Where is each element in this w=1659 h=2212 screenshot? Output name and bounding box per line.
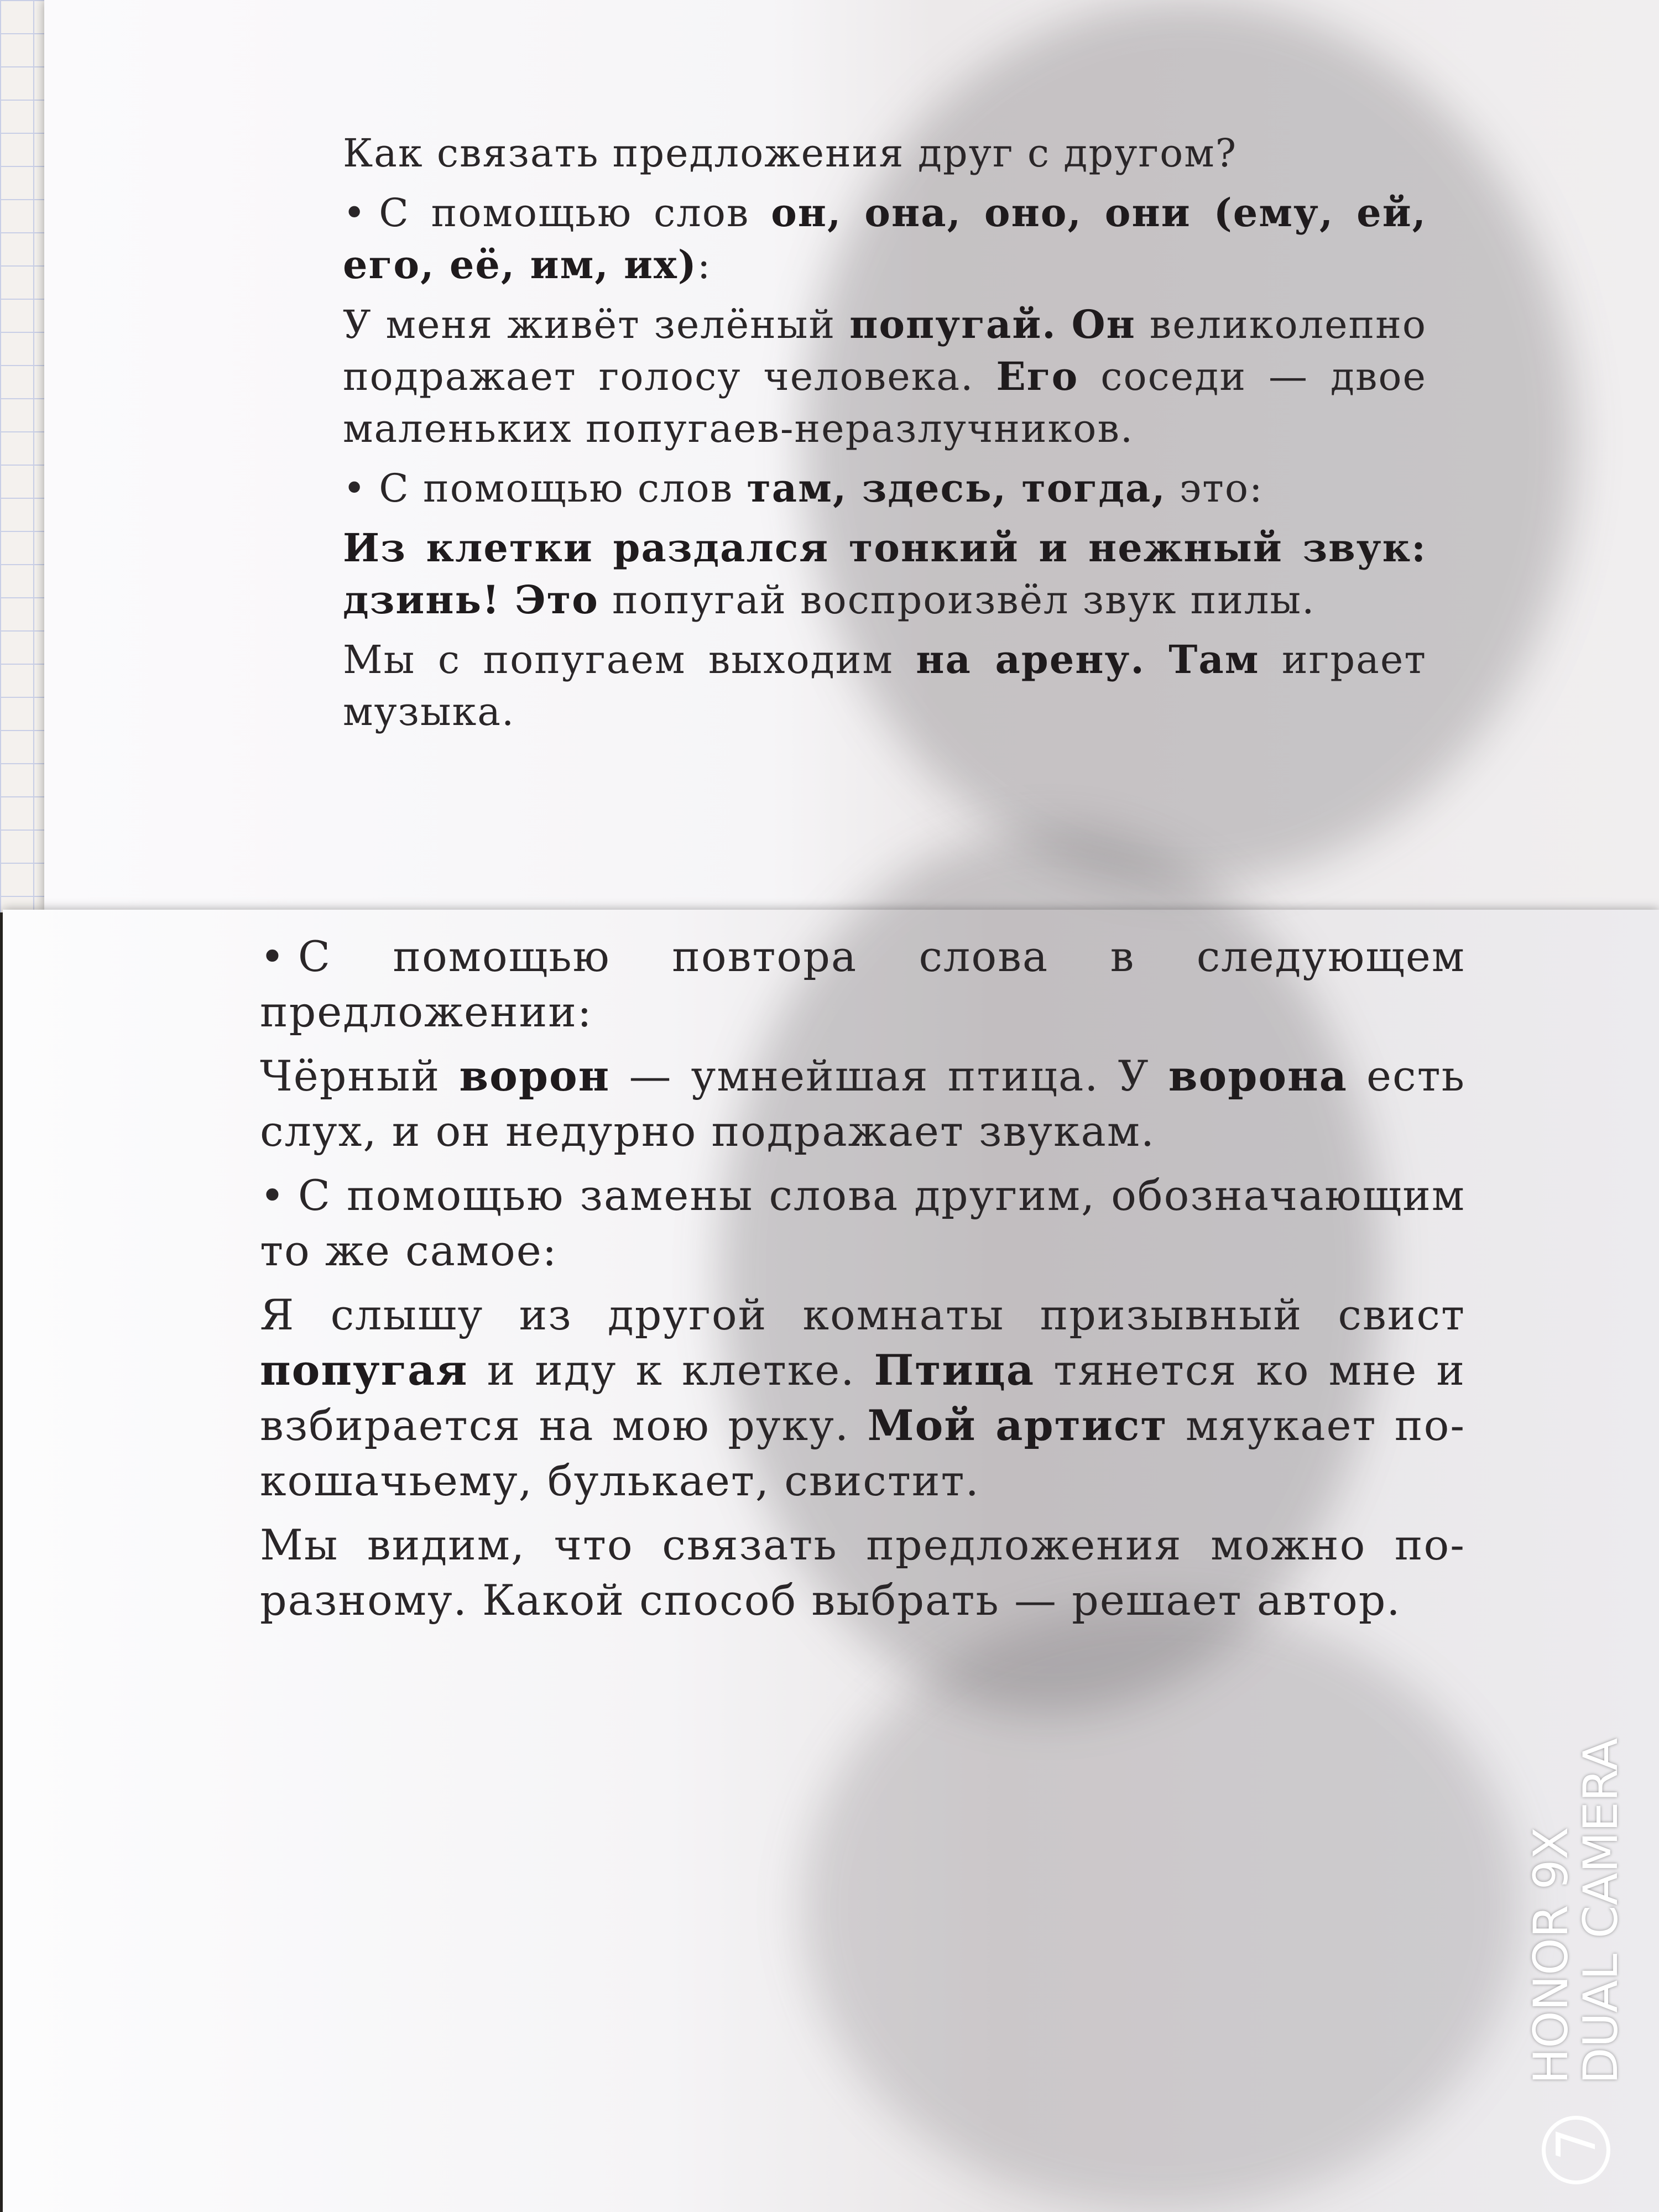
bullet-icon: • [260,1171,286,1220]
paragraph-example-arena: Мы с попугаем выходим на арену. Там играет музыка. [343,637,1427,734]
paragraph-bullet-adverbs: • С помощью слов там, здесь, тогда, это: [343,465,1264,511]
watermark-camera: DUAL CAMERA [1573,1738,1629,2084]
paragraph-example-cage: Из клетки раздался тонкий и нежный звук: дзинь! Это попугай воспроизвёл звук пилы. [343,525,1427,623]
paragraph-bullet-synonym: • С помощью замены слова другим, обозначающим то же самое: [260,1171,1465,1275]
paragraph-example-whistle: Я слышу из другой комнаты призывный свист попугая и иду к клетке. Птица тянется ко мне и взбирается на мою руку. Мой артист мяукает по-кошачьему, булькает, свистит. [260,1290,1466,1505]
paragraph-bullet-pronouns: • С помощью слов он, она, оно, они (ему, ей, его, её, им, их): [343,190,1427,288]
paragraph-example-parrot: У меня живёт зелёный попугай. Он великолепно подражает голосу человека. Его соседи — двое маленьких попугаев-неразлучников. [343,301,1427,451]
camera-watermark [1524,1687,1629,2184]
paragraph-bullet-repetition: • С помощью повтора слова в следующем предложении: [260,932,1465,1036]
paragraph-conclusion: Мы видим, что связать предложения можно по-разному. Какой способ выбрать — решает автор. [260,1520,1465,1625]
paragraph-question: Как связать предложения друг с другом? [343,131,1238,176]
text-block-bottom [260,929,1465,1637]
text-block-top [343,127,1427,745]
bullet-icon: • [343,466,367,511]
paragraph-example-raven: Чёрный ворон — умнейшая птица. У ворона есть слух, и он недурно подражает звукам. [260,1051,1466,1156]
ai-logo-icon [1542,2116,1610,2184]
watermark-model: HONOR 9X [1524,1827,1579,2084]
hand-shadow [802,1604,1521,2212]
bullet-icon: • [260,932,286,981]
bullet-icon: • [343,190,367,236]
